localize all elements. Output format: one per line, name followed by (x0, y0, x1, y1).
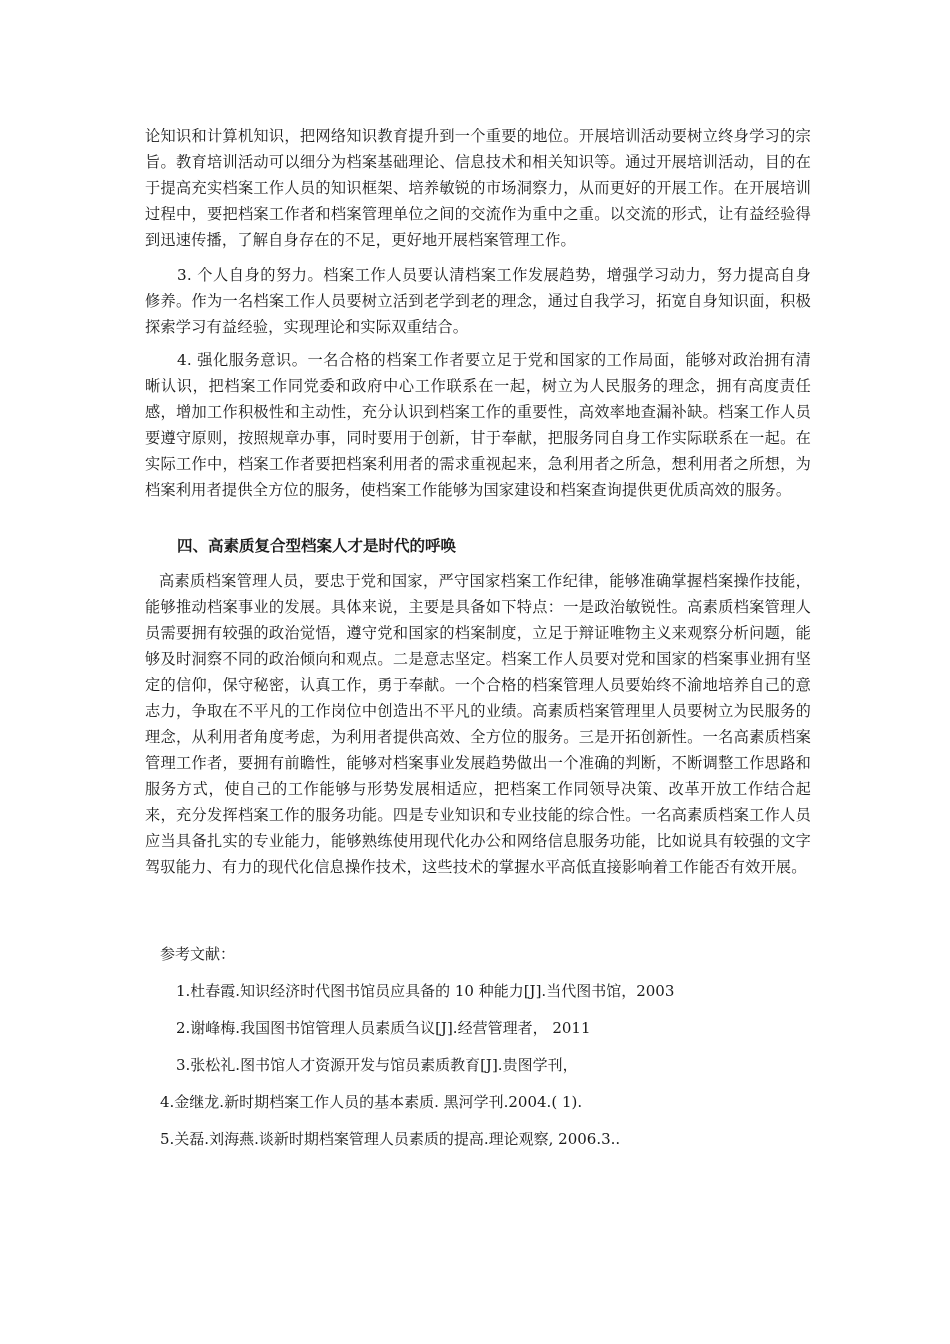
reference-item-3: 3.张松礼.图书馆人才资源开发与馆员素质教育[J].贵图学刊， (176, 1056, 578, 1074)
reference-item-2: 2.谢峰梅.我国图书馆管理人员素质刍议[J].经营管理者， 2011 (176, 1019, 591, 1037)
body-paragraph-high-quality-talent: 高素质档案管理人员，要忠于党和国家，严守国家档案工作纪律，能够准确掌握档案操作技能，能够推动档案事业的发展。具体来说，主要是具备如下特点：一是政治敏锐性。高素质档案管理人员需要拥有较强的政治觉悟，遵守党和国家的档案制度，立足于辩证唯物主义来观察分析问题，能够及时洞察不同的政治倾向和观点。二是意志坚定。档案工作人员要对党和国家的档案事业拥有坚定的信仰，保守秘密，认真工作，勇于奉献。一个合格的档案管理人员要始终不渝地培养自己的意志力，争取在不平凡的工作岗位中创造出不平凡的业绩。高素质档案管理里人员要树立为民服务的理念，从利用者角度考虑，为利用者提供高效、全方位的服务。三是开拓创新性。一名高素质档案管理工作者，要拥有前瞻性，能够对档案事业发展趋势做出一个准确的判断，不断调整工作思路和服务方式，使自己的工作能够与形势发展相适应，把档案工作同领导决策、改革开放工作结合起来，充分发挥档案工作的服务功能。四是专业知识和专业技能的综合性。一名高素质档案工作人员应当具备扎实的专业能力，能够熟练使用现代化办公和网络信息服务功能，比如说具有较强的文字驾驭能力、有力的现代化信息操作技术，这些技术的掌握水平高低直接影响着工作能否有效开展。 (145, 572, 811, 876)
reference-item-4: 4.金继龙.新时期档案工作人员的基本素质. 黑河学刊.2004.( 1). (160, 1093, 583, 1111)
section-heading-four: 四、高素质复合型档案人才是时代的呼唤 (177, 537, 457, 555)
reference-item-1: 1.杜春霞.知识经济时代图书馆员应具备的 10 种能力[J].当代图书馆，2003 (176, 982, 675, 1000)
body-paragraph-service-awareness: 4. 强化服务意识。一名合格的档案工作者要立足于党和国家的工作局面，能够对政治拥有清晰认识，把档案工作同党委和政府中心工作联系在一起，树立为人民服务的理念，拥有高度责任感，增加工作积极性和主动性，充分认识到档案工作的重要性，高效率地查漏补缺。档案工作人员要遵守原则，按照规章办事，同时要用于创新，甘于奉献，把服务同自身工作实际联系在一起。在实际工作中，档案工作者要把档案利用者的需求重视起来，急利用者之所急，想利用者之所想，为档案利用者提供全方位的服务，使档案工作能够为国家建设和档案查询提供更优质高效的服务。 (145, 351, 811, 499)
references-title: 参考文献： (160, 945, 236, 963)
reference-item-5: 5.关磊.刘海燕.谈新时期档案管理人员素质的提高.理论观察, 2006.3.. (160, 1130, 621, 1148)
body-paragraph-self-effort: 3. 个人自身的努力。档案工作人员要认清档案工作发展趋势，增强学习动力，努力提高自身修养。作为一名档案工作人员要树立活到老学到老的理念，通过自我学习，拓宽自身知识面，积极探索学习有益经验，实现理论和实际双重结合。 (145, 266, 811, 336)
body-paragraph-training: 论知识和计算机知识，把网络知识教育提升到一个重要的地位。开展培训活动要树立终身学习的宗旨。教育培训活动可以细分为档案基础理论、信息技术和相关知识等。通过开展培训活动，目的在于提高充实档案工作人员的知识框架、培养敏锐的市场洞察力，从而更好的开展工作。在开展培训过程中，要把档案工作者和档案管理单位之间的交流作为重中之重。以交流的形式，让有益经验得到迅速传播，了解自身存在的不足，更好地开展档案管理工作。 (145, 127, 811, 249)
